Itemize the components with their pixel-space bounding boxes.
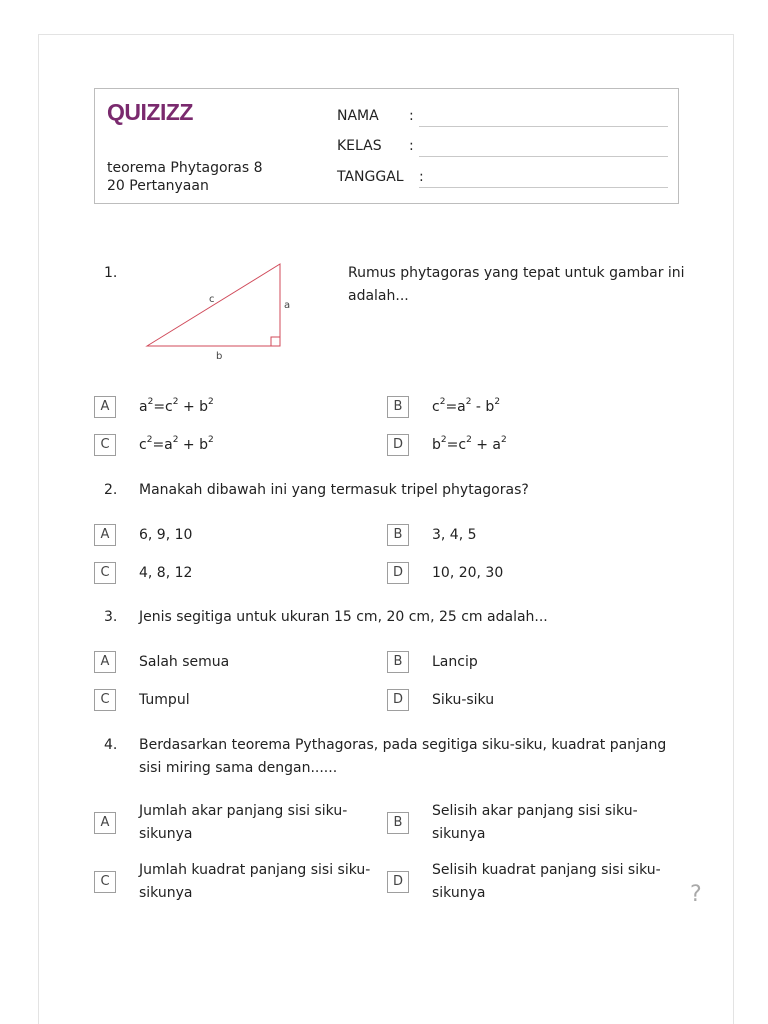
option-text: 10, 20, 30 xyxy=(432,565,504,581)
option-formula: $c^2=a^2 - b^2$ xyxy=(432,397,501,415)
worksheet-header xyxy=(94,88,679,204)
question-mark-icon[interactable]: ? xyxy=(690,882,702,907)
option-key[interactable]: D xyxy=(387,434,409,456)
question-number: 3. xyxy=(104,609,118,625)
question-text: Jenis segitiga untuk ukuran 15 cm, 20 cm, 25 cm adalah... xyxy=(139,609,548,625)
triangle-shape xyxy=(147,264,280,346)
hypotenuse-label: c xyxy=(209,294,215,305)
option-key[interactable]: C xyxy=(94,871,116,893)
option-key[interactable]: B xyxy=(387,812,409,834)
date-line[interactable] xyxy=(419,187,668,188)
option-key[interactable]: A xyxy=(94,524,116,546)
class-colon: : xyxy=(409,138,414,154)
date-label: TANGGAL xyxy=(337,169,404,185)
option-key[interactable]: C xyxy=(94,689,116,711)
option-key[interactable]: A xyxy=(94,651,116,673)
option-key[interactable]: C xyxy=(94,434,116,456)
worksheet-page xyxy=(38,34,734,1024)
option-text: Selisih akar panjang sisi siku-sikunya xyxy=(432,803,638,842)
brand-text: QUIZIZZ xyxy=(107,99,193,125)
question-text: Rumus phytagoras yang tepat untuk gambar ini adalah... xyxy=(348,265,685,304)
option-formula: $a^2=c^2 + b^2$ xyxy=(139,397,214,415)
option-text: 4, 8, 12 xyxy=(139,565,193,581)
option-text: 6, 9, 10 xyxy=(139,527,193,543)
option-key[interactable]: D xyxy=(387,689,409,711)
question-count: 20 Pertanyaan xyxy=(107,178,209,194)
option-text: Jumlah akar panjang sisi siku-sikunya xyxy=(139,803,348,842)
name-label: NAMA xyxy=(337,108,379,124)
right-angle-marker xyxy=(271,337,280,346)
date-colon: : xyxy=(419,169,424,185)
option-text: Selisih kuadrat panjang sisi siku-sikunya xyxy=(432,862,661,901)
name-line[interactable] xyxy=(419,126,668,127)
name-colon: : xyxy=(409,108,414,124)
option-text: Tumpul xyxy=(139,692,190,708)
option-text: 3, 4, 5 xyxy=(432,527,477,543)
question-number: 4. xyxy=(104,737,118,753)
quiz-title: teorema Phytagoras 8 xyxy=(107,160,263,176)
option-text: Jumlah kuadrat panjang sisi siku-sikunya xyxy=(139,862,371,901)
question-number: 2. xyxy=(104,482,118,498)
option-formula: $b^2=c^2 + a^2$ xyxy=(432,435,507,453)
option-key[interactable]: D xyxy=(387,871,409,893)
option-key[interactable]: A xyxy=(94,812,116,834)
right-triangle-figure xyxy=(142,260,312,360)
class-label: KELAS xyxy=(337,138,382,154)
side-b-label: b xyxy=(216,351,223,360)
option-key[interactable]: B xyxy=(387,524,409,546)
option-text: Lancip xyxy=(432,654,478,670)
quiz-info xyxy=(107,159,263,195)
question-text: Berdasarkan teorema Pythagoras, pada segitiga siku-siku, kuadrat panjang sisi miring sama dengan...... xyxy=(139,737,667,776)
option-key[interactable]: B xyxy=(387,651,409,673)
question-number: 1. xyxy=(104,265,118,281)
option-text: Siku-siku xyxy=(432,692,495,708)
option-text: Salah semua xyxy=(139,654,230,670)
option-formula: $c^2=a^2 + b^2$ xyxy=(139,435,214,453)
option-key[interactable]: C xyxy=(94,562,116,584)
option-key[interactable]: D xyxy=(387,562,409,584)
quizizz-logo xyxy=(107,99,199,127)
option-key[interactable]: A xyxy=(94,396,116,418)
option-key[interactable]: B xyxy=(387,396,409,418)
class-line[interactable] xyxy=(419,156,668,157)
question-text: Manakah dibawah ini yang termasuk tripel phytagoras? xyxy=(139,482,529,498)
side-a-label: a xyxy=(284,300,291,311)
